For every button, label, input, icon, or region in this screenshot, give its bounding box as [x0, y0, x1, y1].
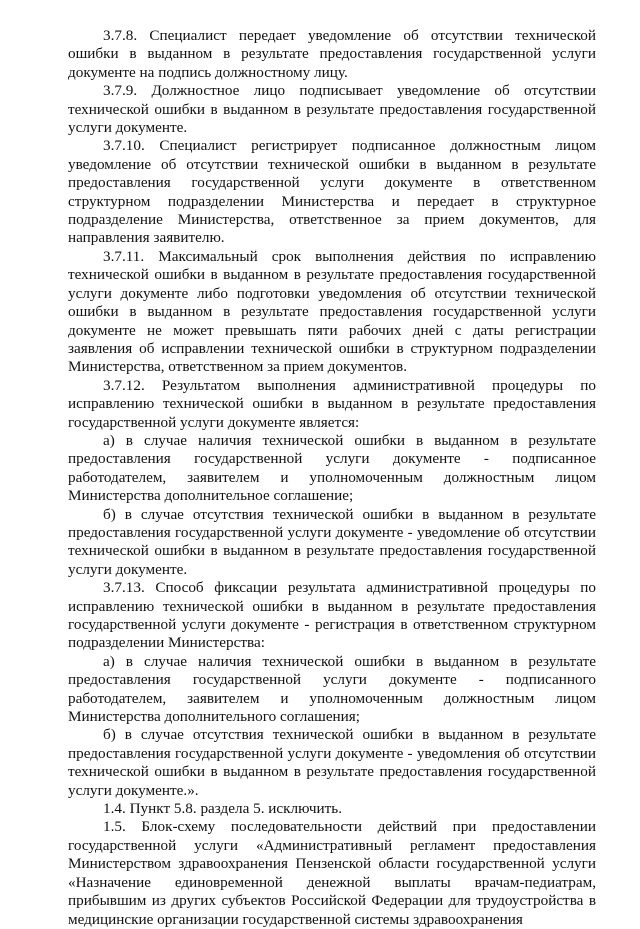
paragraph-3-7-10: 3.7.10. Специалист регистрирует подписанное должностным лицом уведомление об отсутствии технической ошибки в выданном в результате предоставления государственной услуги документе в ответственном структурном подразделении Министерства и передает в структурное подразделение Министерства, ответственное за прием документов, для направления заявителю.	[68, 137, 596, 247]
paragraph-3-7-8: 3.7.8. Специалист передает уведомление об отсутствии технической ошибки в выданном в результате предоставления государственной услуги документе на подпись должностному лицу.	[68, 27, 596, 81]
paragraph-3-7-11: 3.7.11. Максимальный срок выполнения действия по исправлению технической ошибки в выданном в результате предоставления государственной услуги документе либо подготовки уведомления об отсутствии технической ошибки в выданном в результате предоставления государственной услуги документе не может превышать пяти рабочих дней с даты регистрации заявления об исправлении технической ошибки в структурном подразделении Министерства, ответственном за прием документов.	[68, 247, 596, 376]
paragraph-3-7-13-a: а) в случае наличия технической ошибки в выданном в результате предоставления государственной услуги документе - подписанного работодателем, заявителем и уполномоченным должностным лицом Министерства дополнительного соглашения;	[68, 652, 596, 726]
paragraph-3-7-9: 3.7.9. Должностное лицо подписывает уведомление об отсутствии технической ошибки в выданном в результате предоставления государственной услуги документе.	[68, 82, 596, 137]
paragraph-3-7-12: 3.7.12. Результатом выполнения административной процедуры по исправлению технической ошибки в выданном в результате предоставления государственной услуги документе является:	[68, 376, 596, 431]
paragraph-1-5: 1.5. Блок-схему последовательности действий при предоставлении государственной услуги «Административный регламент предоставления Министерством здравоохранения Пензенской области государственной услуги «Назначение единовременной денежной выплаты врачам-педиатрам, прибывшим из других субъектов Российской Федерации для трудоустройства в медицинские организации государственной системы здравоохранения	[68, 818, 596, 928]
paragraph-3-7-13: 3.7.13. Способ фиксации результата административной процедуры по исправлению технической ошибки в выданном в результате предоставления государственной услуги документе - регистрация в ответственном структурном подразделении Министерства:	[68, 579, 596, 652]
document-page	[68, 27, 596, 929]
paragraph-3-7-13-b: б) в случае отсутствия технической ошибки в выданном в результате предоставления государственной услуги документе - уведомления об отсутствии технической ошибки в выданном в результате предоставления государственной услуги документе.».	[68, 726, 596, 799]
paragraph-3-7-12-b: б) в случае отсутствия технической ошибки в выданном в результате предоставления государственной услуги документе - уведомление об отсутствии технической ошибки в выданном в результате предоставления государственной услуги документе.	[68, 505, 596, 578]
paragraph-3-7-12-a: а) в случае наличия технической ошибки в выданном в результате предоставления государственной услуги документе - подписанное работодателем, заявителем и уполномоченным должностным лицом Министерства дополнительное соглашение;	[68, 431, 596, 505]
paragraph-1-4: 1.4. Пункт 5.8. раздела 5. исключить.	[103, 800, 343, 818]
